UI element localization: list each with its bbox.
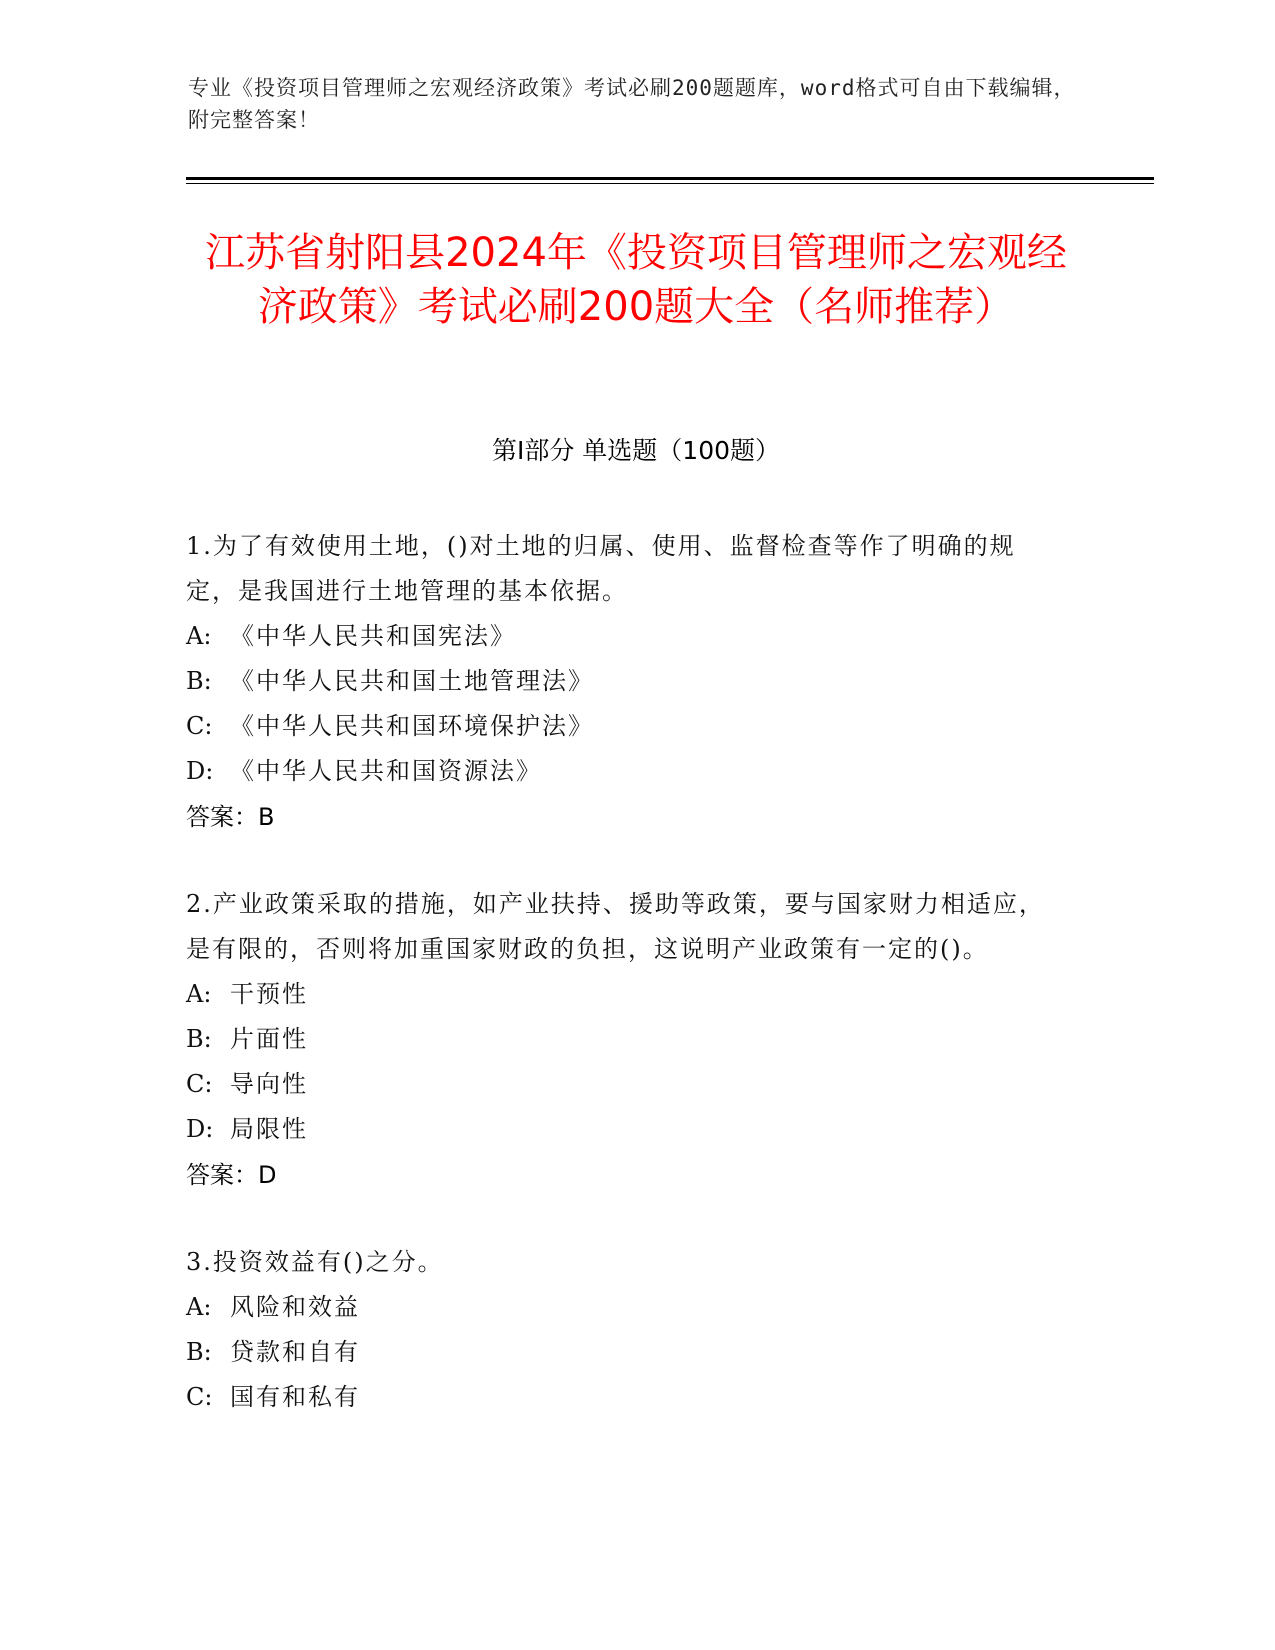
option-c xyxy=(186,1062,1066,1107)
question-3 xyxy=(186,1240,1066,1420)
answer: 答案：D xyxy=(186,1161,277,1189)
option-b xyxy=(186,659,1066,704)
document-title: 江苏省射阳县2024年《投资项目管理师之宏观经济政策》考试必刷200题大全（名师推荐） xyxy=(205,230,1067,330)
option-letter: A: xyxy=(186,1293,212,1321)
option-c xyxy=(186,1375,1066,1420)
option-text: 风险和效益 xyxy=(230,1293,360,1321)
option-text: 干预性 xyxy=(230,980,308,1008)
section-heading: 第I部分 单选题（100题） xyxy=(491,436,781,465)
option-a xyxy=(186,1285,1066,1330)
option-c xyxy=(186,704,1066,749)
option-letter: C: xyxy=(186,1070,213,1098)
option-letter: D: xyxy=(186,757,214,785)
option-text: 国有和私有 xyxy=(230,1383,360,1411)
option-text: 《中华人民共和国资源法》 xyxy=(230,757,542,785)
option-letter: A: xyxy=(186,622,212,650)
question-stem: 3.投资效益有()之分。 xyxy=(186,1248,444,1276)
header-rule-thick xyxy=(186,177,1154,180)
option-text: 贷款和自有 xyxy=(230,1338,360,1366)
option-b xyxy=(186,1017,1066,1062)
question-2 xyxy=(186,882,1066,1198)
option-text: 《中华人民共和国土地管理法》 xyxy=(230,667,594,695)
option-text: 《中华人民共和国环境保护法》 xyxy=(230,712,594,740)
option-text: 《中华人民共和国宪法》 xyxy=(230,622,516,650)
option-letter: D: xyxy=(186,1115,214,1143)
option-letter: C: xyxy=(186,712,213,740)
option-letter: C: xyxy=(186,1383,213,1411)
option-text: 片面性 xyxy=(230,1025,308,1053)
option-d xyxy=(186,1107,1066,1152)
option-letter: B: xyxy=(186,1025,212,1053)
question-stem: 2.产业政策采取的措施，如产业扶持、援助等政策，要与国家财力相适应，是有限的，否则将加重国家财政的负担，这说明产业政策有一定的()。 xyxy=(186,890,1045,963)
option-letter: B: xyxy=(186,1338,212,1366)
question-stem: 1.为了有效使用土地，()对土地的归属、使用、监督检查等作了明确的规定，是我国进行土地管理的基本依据。 xyxy=(186,532,1016,605)
header-rule-thin xyxy=(186,183,1154,184)
option-b xyxy=(186,1330,1066,1375)
option-d xyxy=(186,749,1066,794)
answer: 答案：B xyxy=(186,803,275,831)
option-letter: A: xyxy=(186,980,212,1008)
option-letter: B: xyxy=(186,667,212,695)
option-a xyxy=(186,972,1066,1017)
option-a xyxy=(186,614,1066,659)
question-list xyxy=(186,524,1066,1462)
header-note: 专业《投资项目管理师之宏观经济政策》考试必刷200题题库，word格式可自由下载编辑，附完整答案！ xyxy=(188,76,1076,132)
option-text: 导向性 xyxy=(230,1070,308,1098)
question-1 xyxy=(186,524,1066,840)
option-text: 局限性 xyxy=(230,1115,308,1143)
